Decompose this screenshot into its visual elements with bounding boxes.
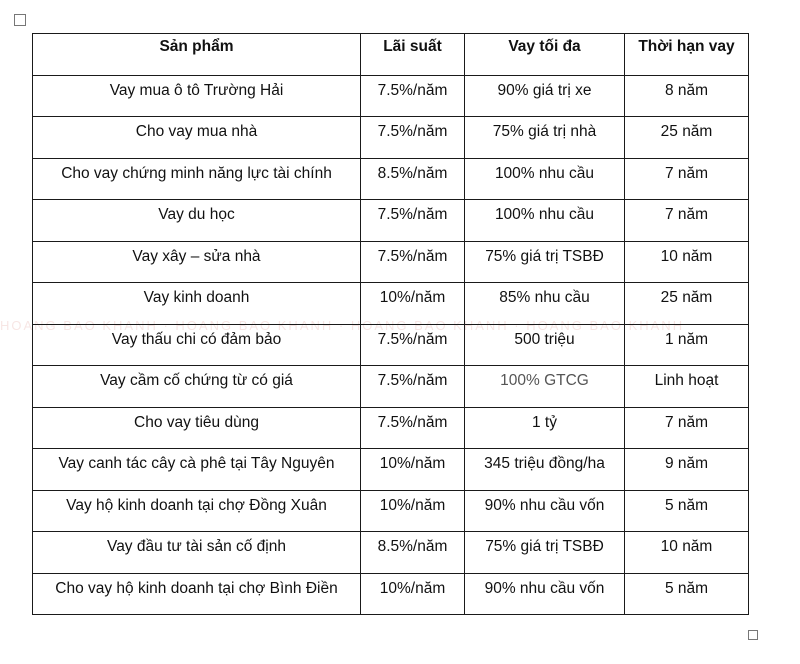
cell-interest-rate: 7.5%/năm — [361, 407, 465, 449]
cell-product: Cho vay chứng minh năng lực tài chính — [33, 158, 361, 200]
table-row — [33, 241, 749, 283]
header-max-loan: Vay tối đa — [465, 34, 625, 76]
cell-product: Cho vay hộ kinh doanh tại chợ Bình Điền — [33, 573, 361, 615]
table-row — [33, 407, 749, 449]
table-header-row — [33, 34, 749, 76]
table-resize-handle-icon[interactable] — [748, 630, 758, 640]
cell-max-loan: 100% nhu cầu — [465, 200, 625, 242]
table-row — [33, 200, 749, 242]
loan-products-table — [32, 33, 749, 615]
cell-max-loan: 90% nhu cầu vốn — [465, 573, 625, 615]
cell-product: Vay hộ kinh doanh tại chợ Đồng Xuân — [33, 490, 361, 532]
cell-product: Vay canh tác cây cà phê tại Tây Nguyên — [33, 449, 361, 491]
cell-interest-rate: 7.5%/năm — [361, 75, 465, 117]
table-row — [33, 158, 749, 200]
cell-loan-term: 7 năm — [625, 158, 749, 200]
cell-product: Vay đầu tư tài sản cố định — [33, 532, 361, 574]
cell-product: Vay thấu chi có đảm bảo — [33, 324, 361, 366]
cell-max-loan: 75% giá trị TSBĐ — [465, 532, 625, 574]
cell-loan-term: 10 năm — [625, 532, 749, 574]
cell-interest-rate: 10%/năm — [361, 449, 465, 491]
cell-max-loan: 75% giá trị TSBĐ — [465, 241, 625, 283]
cell-interest-rate: 7.5%/năm — [361, 241, 465, 283]
cell-loan-term: Linh hoạt — [625, 366, 749, 408]
table-row — [33, 324, 749, 366]
table-row — [33, 75, 749, 117]
cell-max-loan: 75% giá trị nhà — [465, 117, 625, 159]
cell-interest-rate: 8.5%/năm — [361, 532, 465, 574]
cell-max-loan: 345 triệu đồng/ha — [465, 449, 625, 491]
cell-interest-rate: 8.5%/năm — [361, 158, 465, 200]
cell-loan-term: 5 năm — [625, 573, 749, 615]
cell-interest-rate: 10%/năm — [361, 573, 465, 615]
cell-max-loan: 85% nhu cầu — [465, 283, 625, 325]
cell-product: Cho vay tiêu dùng — [33, 407, 361, 449]
cell-product: Vay xây – sửa nhà — [33, 241, 361, 283]
header-interest-rate: Lãi suất — [361, 34, 465, 76]
table-row — [33, 283, 749, 325]
table-row — [33, 117, 749, 159]
cell-max-loan: 100% nhu cầu — [465, 158, 625, 200]
cell-product: Cho vay mua nhà — [33, 117, 361, 159]
header-loan-term: Thời hạn vay — [625, 34, 749, 76]
cell-interest-rate: 7.5%/năm — [361, 200, 465, 242]
cell-product: Vay cầm cố chứng từ có giá — [33, 366, 361, 408]
cell-loan-term: 10 năm — [625, 241, 749, 283]
header-product: Sản phẩm — [33, 34, 361, 76]
table-row — [33, 490, 749, 532]
cell-interest-rate: 7.5%/năm — [361, 324, 465, 366]
cell-max-loan: 500 triệu — [465, 324, 625, 366]
cell-loan-term: 9 năm — [625, 449, 749, 491]
cell-loan-term: 7 năm — [625, 407, 749, 449]
cell-interest-rate: 7.5%/năm — [361, 366, 465, 408]
cell-max-loan: 1 tỷ — [465, 407, 625, 449]
cell-product: Vay du học — [33, 200, 361, 242]
cell-loan-term: 5 năm — [625, 490, 749, 532]
table-move-handle-icon[interactable] — [14, 14, 26, 26]
cell-interest-rate: 10%/năm — [361, 490, 465, 532]
cell-product: Vay mua ô tô Trường Hải — [33, 75, 361, 117]
table-row — [33, 449, 749, 491]
cell-max-loan: 90% giá trị xe — [465, 75, 625, 117]
cell-loan-term: 25 năm — [625, 117, 749, 159]
cell-loan-term: 8 năm — [625, 75, 749, 117]
cell-interest-rate: 10%/năm — [361, 283, 465, 325]
cell-max-loan: 90% nhu cầu vốn — [465, 490, 625, 532]
cell-loan-term: 7 năm — [625, 200, 749, 242]
cell-product: Vay kinh doanh — [33, 283, 361, 325]
watermark: HOANG BAO KHANH · HOANG BAO KHANH · HOANG BAO KHANH · HOANG BAO KHANH — [0, 318, 685, 333]
cell-interest-rate: 7.5%/năm — [361, 117, 465, 159]
table-row — [33, 573, 749, 615]
cell-max-loan: 100% GTCG — [465, 366, 625, 408]
table-row — [33, 532, 749, 574]
cell-loan-term: 1 năm — [625, 324, 749, 366]
cell-loan-term: 25 năm — [625, 283, 749, 325]
table-row — [33, 366, 749, 408]
